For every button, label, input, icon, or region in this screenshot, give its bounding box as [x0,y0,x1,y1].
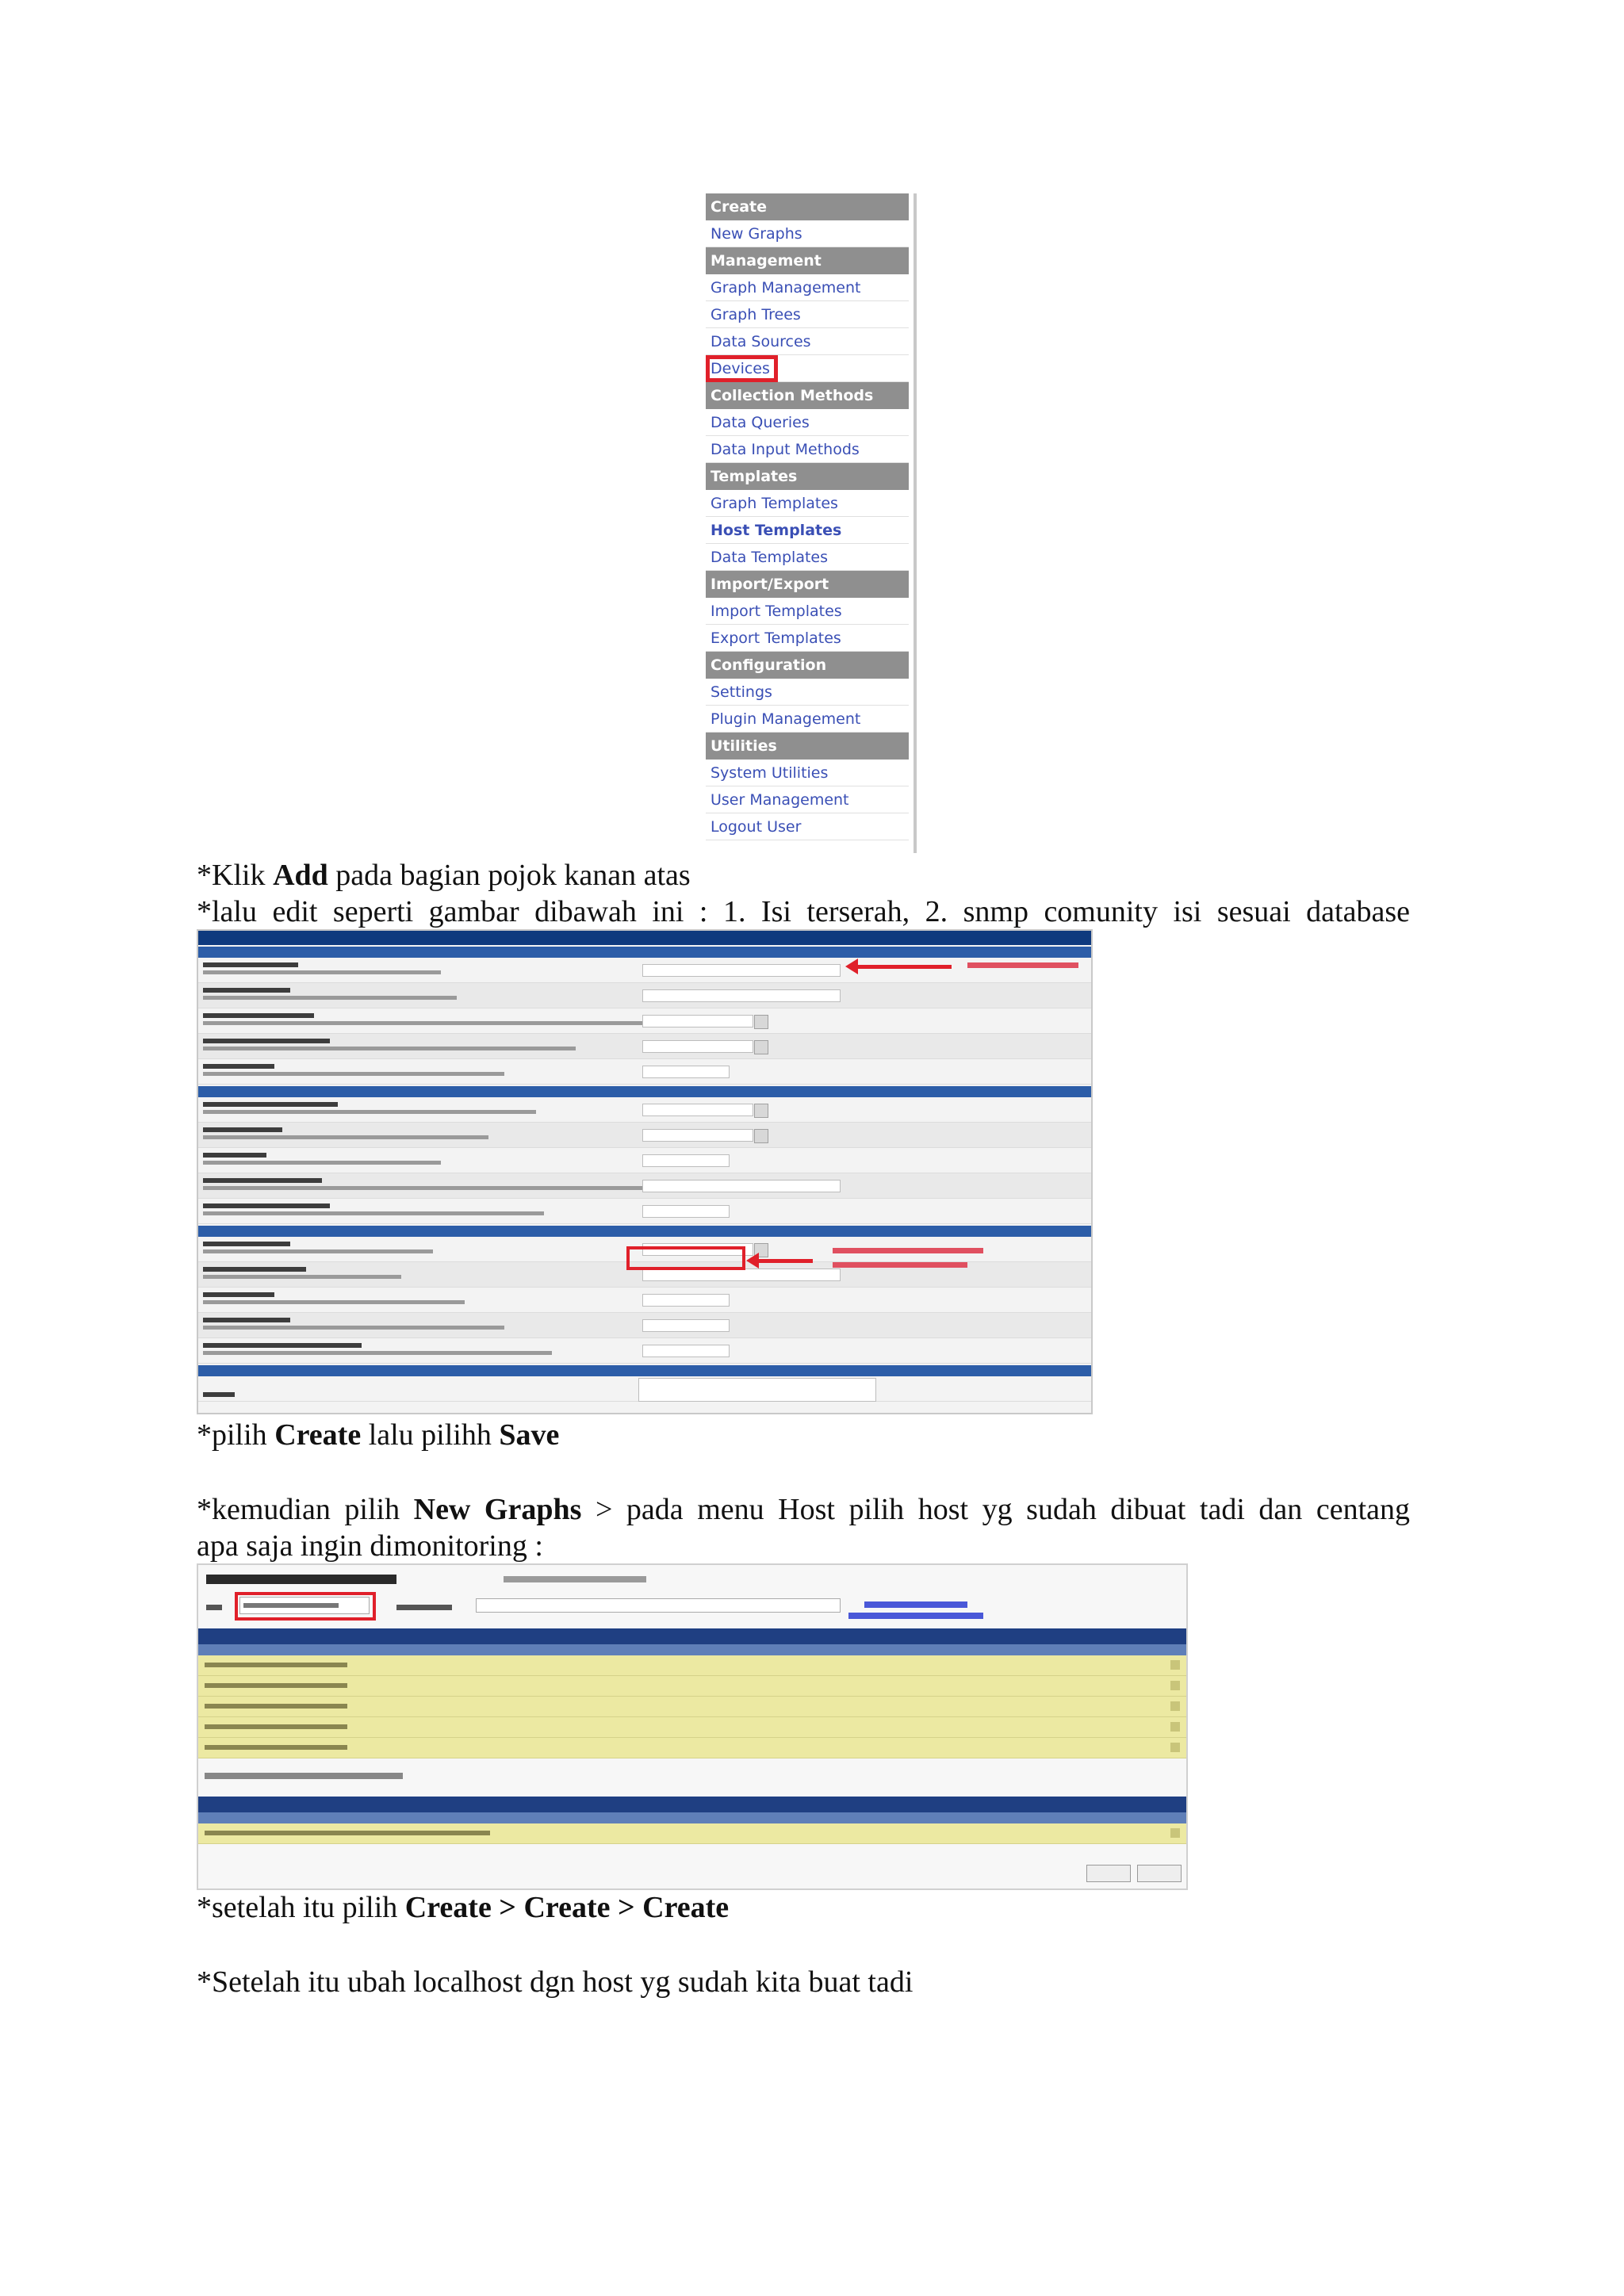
edit-host-link [864,1601,967,1608]
annotation-note-description [967,962,1078,968]
menu-item-label: Graph Templates [710,495,838,512]
form-row [198,1148,1091,1173]
menu-item-logout-user[interactable] [706,813,909,840]
menu-item-host-templates[interactable] [706,517,909,544]
form-section-bar [198,1365,1091,1376]
data-query-header [198,1797,1186,1812]
host-label [206,1605,222,1610]
annotation-box-snmp-community [626,1246,745,1270]
menu-item-export-templates[interactable] [706,625,909,652]
annotation-arrow-description [856,965,952,969]
form-row [198,1008,1091,1034]
instruction-new-graphs [197,1490,1410,1529]
annotation-box-host-select [235,1592,376,1621]
new-graphs-screenshot [197,1563,1188,1890]
cancel-button [1086,1865,1131,1882]
form-row-notes [198,1376,1091,1402]
annotation-arrow-snmp-community [757,1259,813,1263]
create-select-row [205,1773,403,1779]
menu-section-header: Import/Export [706,571,909,598]
text-segment: lalu pilihh [361,1418,500,1452]
text-segment: *kemudian pilih [197,1493,414,1526]
instruction-edit: *lalu edit seperti gambar dibawah ini : 1. Isi terserah, 2. snmp comunity isi sesuai database [197,895,1410,928]
menu-item-label: Devices [710,360,773,377]
menu-item-data-input-methods[interactable] [706,436,909,463]
menu-item-devices[interactable] [706,355,909,382]
menu-section-header: Collection Methods [706,382,909,409]
menu-item-graph-trees[interactable] [706,301,909,328]
menu-item-graph-templates[interactable] [706,490,909,517]
create-new-host-link [848,1613,983,1619]
form-row [198,1123,1091,1148]
device-form-screenshot [197,929,1093,1414]
menu-item-import-templates[interactable] [706,598,909,625]
menu-item-new-graphs[interactable] [706,220,909,247]
menu-item-label: Host Templates [710,522,842,539]
form-row [198,1059,1091,1085]
menu-item-label: Settings [710,683,772,701]
form-row [198,1034,1091,1059]
form-section-bar [198,947,1091,958]
menu-section-header: Templates [706,463,909,490]
menu-item-data-queries[interactable] [706,409,909,436]
menu-section-header: Configuration [706,652,909,679]
menu-item-label: Logout User [710,818,802,836]
menu-item-label: Data Queries [710,414,810,431]
instruction-click-add [197,856,691,894]
form-title-bar [198,931,1091,945]
template-row [198,1655,1186,1676]
menu-item-plugin-management[interactable] [706,706,909,733]
menu-item-label: New Graphs [710,225,802,243]
menu-item-system-utilities[interactable] [706,760,909,786]
text-segment: *setelah itu pilih [197,1891,405,1924]
menu-item-user-management[interactable] [706,786,909,813]
instruction-create-create-create [197,1888,729,1927]
text-segment: pada bagian pojok kanan atas [327,859,691,892]
menu-item-label: System Utilities [710,764,829,782]
instruction-new-graphs-cont: apa saja ingin dimonitoring : [197,1529,543,1563]
menu-item-label: Data Sources [710,333,811,350]
template-row [198,1717,1186,1738]
text-segment: > pada menu Host pilih host yg sudah dibuat tadi dan centang [581,1493,1410,1526]
menu-item-settings[interactable] [706,679,909,706]
data-query-colheader [198,1812,1186,1823]
bold-save: Save [499,1418,560,1452]
instruction-change-localhost: *Setelah itu ubah localhost dgn host yg sudah kita buat tadi [197,1965,914,1999]
bold-create: Create [274,1418,362,1452]
form-row [198,983,1091,1008]
form-row [198,1097,1091,1123]
host-template-label [504,1576,646,1582]
menu-item-label: Data Templates [710,549,829,566]
annotation-note-snmp-community [833,1262,967,1268]
text-segment: *Klik [197,859,274,892]
graph-types-label [396,1605,452,1610]
bold-create-sequence: Create > Create > Create [404,1891,730,1924]
menu-section-header: Create [706,193,909,220]
graph-templates-header [198,1628,1186,1644]
menu-item-label: Plugin Management [710,710,861,728]
graph-types-select [476,1598,841,1613]
template-row [198,1697,1186,1717]
form-row [198,1338,1091,1364]
template-row [198,1738,1186,1758]
instruction-create-save [197,1416,559,1454]
form-section-bar [198,1226,1091,1237]
menu-section-header: Utilities [706,733,909,760]
cacti-side-menu [706,193,917,853]
form-row [198,1199,1091,1224]
menu-item-data-sources[interactable] [706,328,909,355]
menu-item-graph-management[interactable] [706,274,909,301]
template-row [198,1676,1186,1697]
menu-item-data-templates[interactable] [706,544,909,571]
create-button [1137,1865,1182,1882]
bold-add: Add [273,859,328,892]
menu-item-label: Graph Management [710,279,861,297]
bold-new-graphs: New Graphs [413,1493,582,1526]
form-row [198,1173,1091,1199]
form-row [198,1313,1091,1338]
form-row [198,1288,1091,1313]
data-query-row [198,1823,1186,1844]
annotation-note-snmp-community [833,1248,983,1253]
form-row [198,958,1091,983]
menu-item-label: Data Input Methods [710,441,860,458]
menu-section-header: Management [706,247,909,274]
menu-item-label: User Management [710,791,849,809]
graph-templates-colheader [198,1644,1186,1655]
menu-item-label: Import Templates [710,603,842,620]
menu-item-label: Export Templates [710,629,841,647]
text-segment: *pilih [197,1418,275,1452]
form-section-bar [198,1086,1091,1097]
host-heading [206,1575,396,1584]
menu-item-label: Graph Trees [710,306,801,323]
